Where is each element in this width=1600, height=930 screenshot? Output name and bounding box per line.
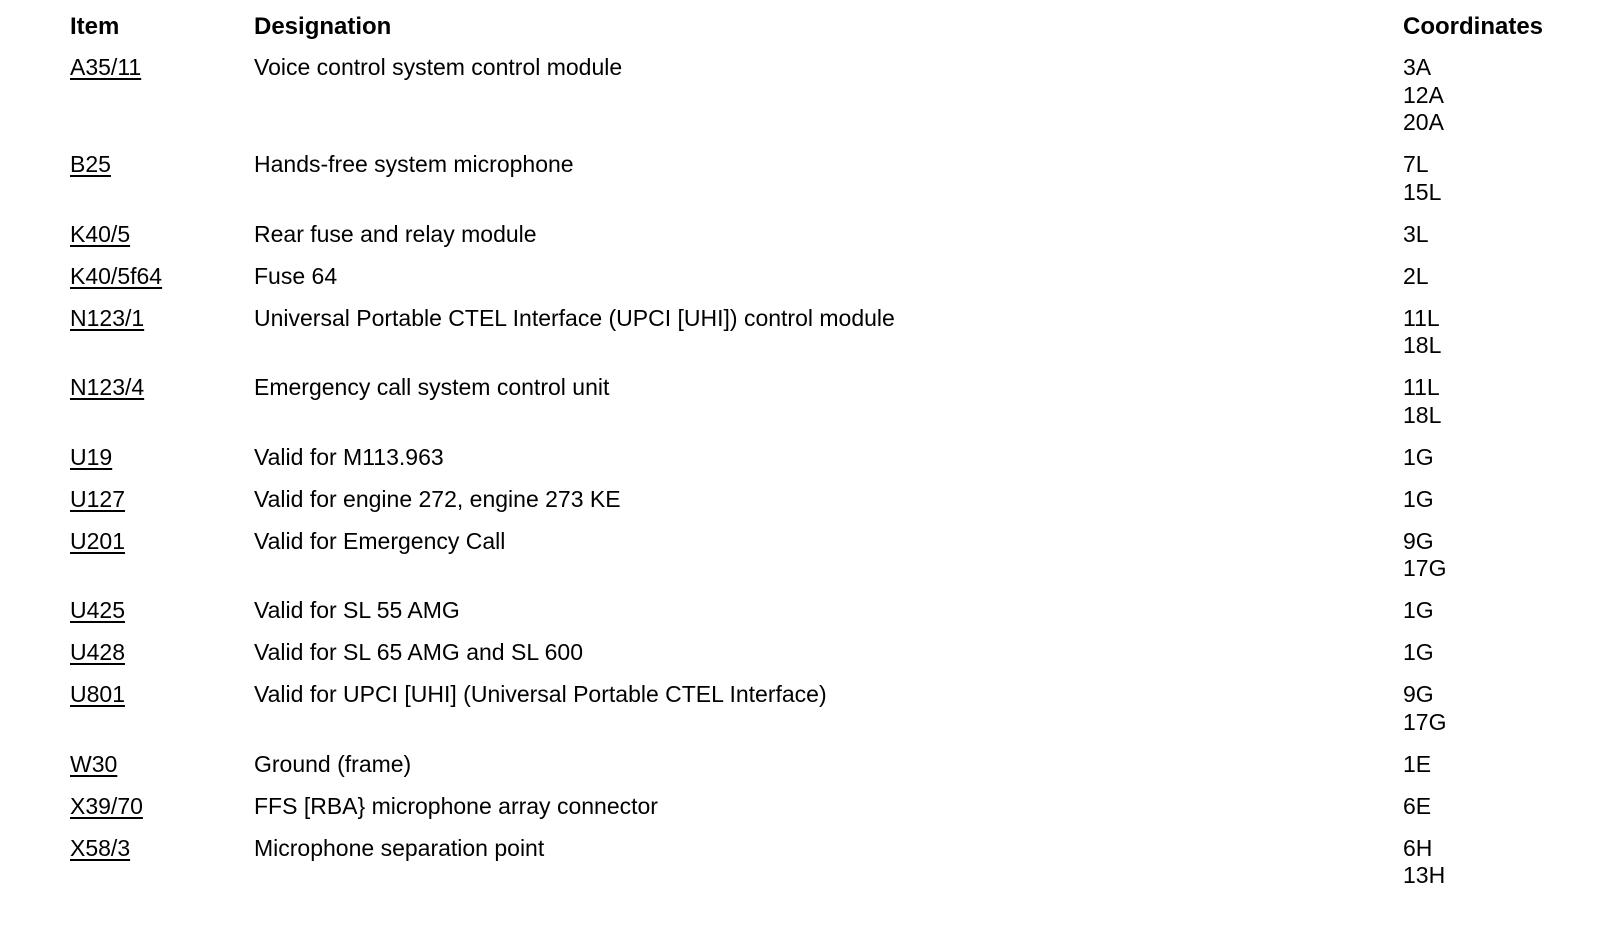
coordinate-value: 15L bbox=[1403, 178, 1442, 205]
coordinate-value: 11L bbox=[1403, 304, 1440, 331]
coordinate-value: 13H bbox=[1403, 862, 1446, 888]
coordinates-cell bbox=[1403, 151, 1441, 206]
coordinate-value: 1E bbox=[1403, 750, 1432, 777]
table-row bbox=[0, 444, 1600, 486]
designation-text: Microphone separation point bbox=[254, 834, 545, 861]
designation-text: Valid for M113.963 bbox=[254, 443, 444, 470]
column-header-designation: Designation bbox=[254, 13, 392, 40]
item-link[interactable]: U801 bbox=[70, 681, 125, 707]
table-row bbox=[0, 54, 1600, 151]
coordinates-cell bbox=[1403, 305, 1441, 360]
coordinate-value: 9G bbox=[1403, 527, 1434, 554]
coordinate-value: 11L bbox=[1403, 374, 1440, 400]
coordinate-value: 6E bbox=[1403, 792, 1432, 819]
column-header-coordinates: Coordinates bbox=[1403, 13, 1544, 40]
designation-text: Valid for Emergency Call bbox=[254, 527, 506, 554]
table-body bbox=[0, 54, 1600, 904]
table-row bbox=[0, 151, 1600, 221]
table-row bbox=[0, 305, 1600, 375]
coordinate-value: 1G bbox=[1403, 443, 1434, 470]
coordinate-value: 2L bbox=[1403, 262, 1429, 289]
designation-text: Rear fuse and relay module bbox=[254, 220, 537, 247]
item-link[interactable]: K40/5 bbox=[70, 220, 131, 247]
designation-text: FFS [RBA} microphone array connector bbox=[254, 792, 658, 819]
designation-text: Universal Portable CTEL Interface (UPCI [UHI]) control module bbox=[254, 304, 895, 331]
table-row bbox=[0, 597, 1600, 639]
designation-text: Hands-free system microphone bbox=[254, 151, 574, 177]
item-link[interactable]: K40/5f64 bbox=[70, 262, 163, 289]
item-link[interactable]: U425 bbox=[70, 597, 125, 623]
table-row bbox=[0, 486, 1600, 528]
coordinate-value: 17G bbox=[1403, 708, 1447, 735]
coordinates-cell bbox=[1403, 751, 1431, 779]
designation-text: Voice control system control module bbox=[254, 54, 623, 80]
coordinate-value: 6H bbox=[1403, 834, 1433, 861]
column-header-item: Item bbox=[70, 13, 120, 40]
coordinates-cell bbox=[1403, 486, 1434, 514]
coordinate-value: 20A bbox=[1403, 109, 1444, 135]
coordinates-cell bbox=[1403, 639, 1434, 667]
table-row bbox=[0, 751, 1600, 793]
designation-text: Valid for UPCI [UHI] (Universal Portable CTEL Interface) bbox=[254, 681, 827, 707]
table-row bbox=[0, 639, 1600, 681]
coordinates-cell bbox=[1403, 374, 1441, 429]
coordinates-cell bbox=[1403, 597, 1434, 625]
coordinate-value: 1G bbox=[1403, 485, 1434, 512]
item-link[interactable]: W30 bbox=[70, 750, 118, 777]
table-row bbox=[0, 681, 1600, 751]
item-link[interactable]: A35/11 bbox=[70, 54, 142, 80]
coordinate-value: 3L bbox=[1403, 220, 1429, 247]
item-link[interactable]: U127 bbox=[70, 485, 125, 512]
coordinate-value: 18L bbox=[1403, 401, 1442, 428]
item-link[interactable]: B25 bbox=[70, 151, 111, 177]
coordinates-cell bbox=[1403, 793, 1431, 821]
table-row bbox=[0, 793, 1600, 835]
coordinate-value: 1G bbox=[1403, 597, 1434, 623]
item-link[interactable]: U201 bbox=[70, 527, 125, 554]
table-row bbox=[0, 528, 1600, 598]
coordinate-value: 3A bbox=[1403, 54, 1432, 80]
coordinate-value: 7L bbox=[1403, 151, 1429, 177]
table-header bbox=[0, 0, 1600, 54]
coordinate-value: 17G bbox=[1403, 555, 1447, 581]
designation-text: Emergency call system control unit bbox=[254, 374, 610, 400]
coordinate-value: 9G bbox=[1403, 681, 1434, 707]
coordinate-value: 18L bbox=[1403, 332, 1442, 358]
designation-text: Valid for engine 272, engine 273 KE bbox=[254, 485, 621, 512]
table-row bbox=[0, 835, 1600, 905]
table-row bbox=[0, 263, 1600, 305]
designation-text: Ground (frame) bbox=[254, 750, 412, 777]
designation-text: Fuse 64 bbox=[254, 262, 338, 289]
coordinates-cell bbox=[1403, 528, 1446, 583]
coordinates-cell bbox=[1403, 263, 1429, 291]
coordinates-cell bbox=[1403, 444, 1434, 472]
coordinates-cell bbox=[1403, 681, 1446, 736]
coordinate-value: 1G bbox=[1403, 639, 1434, 665]
table-row bbox=[0, 221, 1600, 263]
item-link[interactable]: X58/3 bbox=[70, 834, 131, 861]
item-link[interactable]: U428 bbox=[70, 639, 125, 665]
coordinates-cell bbox=[1403, 54, 1444, 137]
item-link[interactable]: X39/70 bbox=[70, 792, 143, 819]
coordinate-value: 12A bbox=[1403, 81, 1444, 108]
item-link[interactable]: N123/4 bbox=[70, 374, 145, 400]
table-row bbox=[0, 374, 1600, 444]
item-link[interactable]: U19 bbox=[70, 443, 113, 470]
item-link[interactable]: N123/1 bbox=[70, 304, 145, 331]
coordinates-cell bbox=[1403, 221, 1429, 249]
designation-text: Valid for SL 55 AMG bbox=[254, 597, 460, 623]
designation-text: Valid for SL 65 AMG and SL 600 bbox=[254, 639, 584, 665]
coordinates-cell bbox=[1403, 835, 1445, 890]
